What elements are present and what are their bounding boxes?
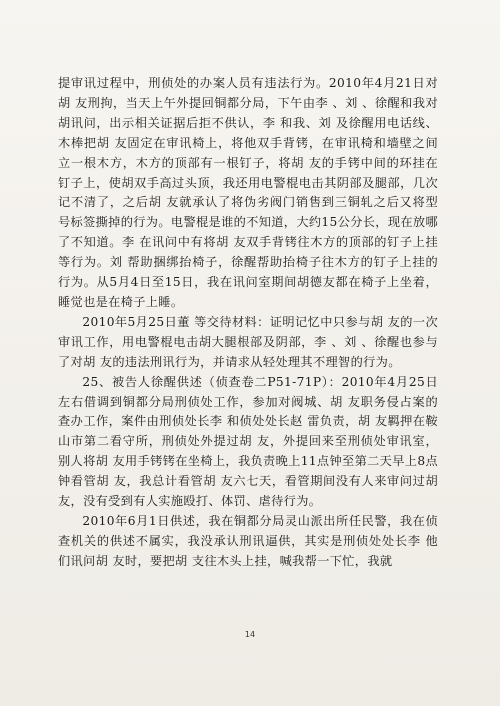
paragraph-1: 提审讯过程中，刑侦处的办案人员有违法行为。2010年4月21日对胡 友刑拘，当天上午外提回铜都分局，下午由李 、刘 、徐醒和我对胡讯问，出示相关证据后拒不供认，李 和我、刘 及徐醒用电话线、木棒把胡 友固定在审讯椅上，将他双手背铐，在审讯椅和墙壁之间立一根木方，木方的顶部有一根钉子，将胡 友的手铐中间的环挂在钉子上，使胡双手高过头顶，我还用电警棍电击其阴部及腿部，几次记不清了，之后胡 友就承认了将伪劣阀门销售到三铜轧之后又将型号标签撕掉的行为。电警棍是谁的不知道，大约15公分长，现在放哪了不知道。李 在讯问中有将胡 友双手背铐往木方的顶部的钉子上挂等行为。刘 帮助捆绑抬椅子，徐醒帮助抬椅子往木方的钉子上挂的行为。从5月4日至15日，我在讯问室期间胡德友都在椅子上坐着，睡觉也是在椅子上睡。 xyxy=(58,76,438,309)
page-number: 14 xyxy=(244,630,256,639)
paragraph-4: 2010年6月1日供述，我在铜都分局灵山派出所任民警，我在侦查机关的供述不属实，我没承认刑讯逼供，其实是刑侦处处长李 他们讯问胡 友时，要把胡 支往木头上挂，喊我帮一下忙，我就 xyxy=(58,513,438,568)
paragraph-2: 2010年5月25日董 等交待材料：证明记忆中只参与胡 友的一次审讯工作，用电警棍电击胡大腿根部及阴部，李 、刘 、徐醒也参与了对胡 友的违法刑讯行为，并请求从轻处理其不理智的行为。 xyxy=(58,314,438,369)
paragraph-3: 25、被告人徐醒供述（侦查卷二P51-71P）：2010年4月25日左右借调到铜都分局刑侦处工作，参加对阀城、胡 友职务侵占案的查办工作，案件由刑侦处长李 和侦处处长赵 雷负责，胡 友羁押在鞍山市第二看守所，刑侦处外提过胡 友，外提回来至刑侦处审讯室，别人将胡 友用手铐铐在坐椅上，我负责晚上11点钟至第二天早上8点钟看管胡 友，我总计看管胡 友六七天，看管期间没有人来审问过胡 友，没有受到有人实施殴打、体罚、虐待行为。 xyxy=(58,374,438,509)
